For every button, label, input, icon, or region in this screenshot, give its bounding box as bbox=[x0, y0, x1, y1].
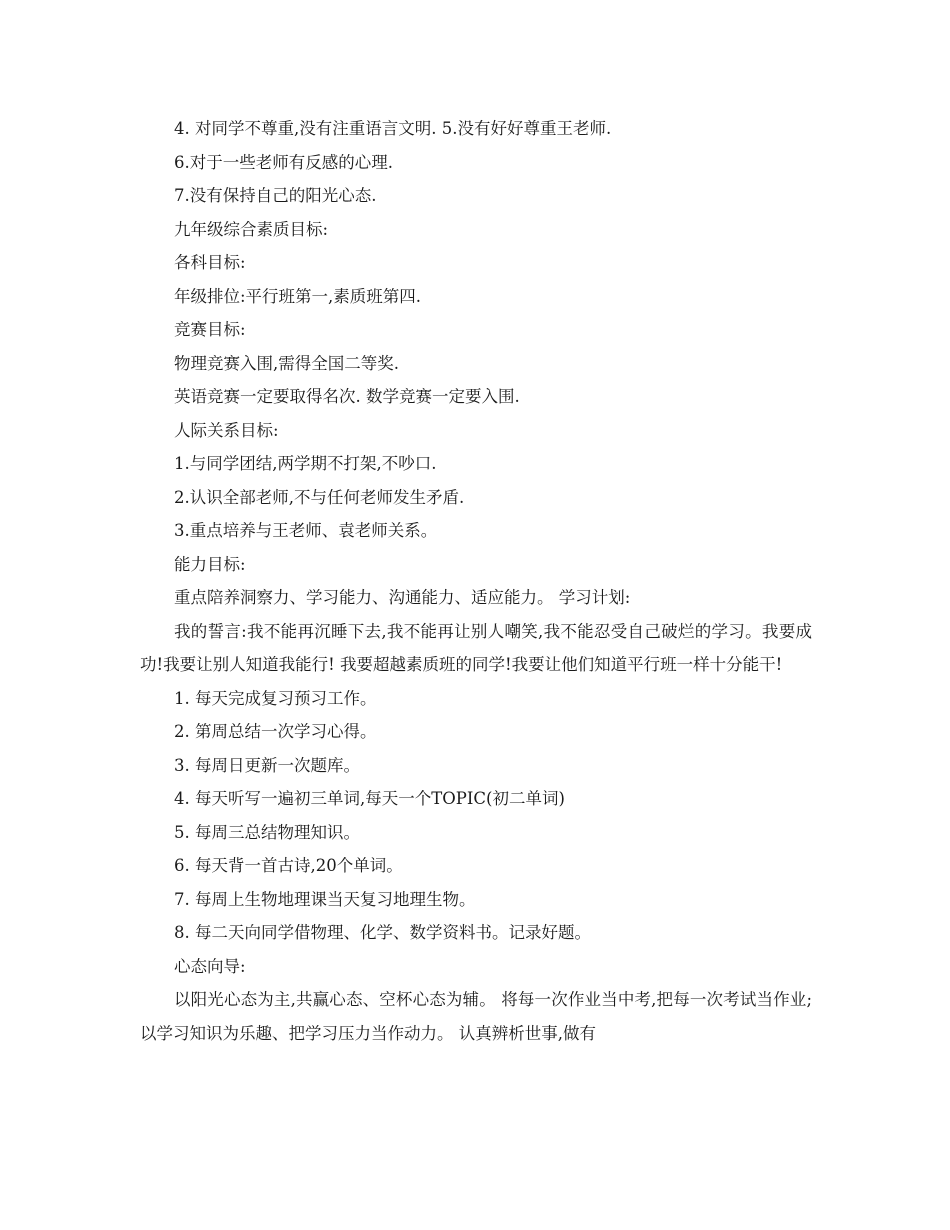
section-heading: 九年级综合素质目标: bbox=[174, 219, 329, 239]
mindset-paragraph: 以阳光心态为主,共赢心态、空杯心态为辅。 将每一次作业当中考,把每一次考试当作业;以学习知识为乐趣、把学习压力当作动力。 认真辨析世事,做有 bbox=[140, 990, 812, 1043]
section-heading: 心态向导: bbox=[174, 956, 246, 976]
document-body bbox=[140, 112, 812, 1050]
text-line: 年级排位:平行班第一,素质班第四. bbox=[174, 286, 422, 306]
plan-item: 2. 第周总结一次学习心得。 bbox=[174, 722, 377, 741]
text-line: 7.没有保持自己的阳光心态. bbox=[174, 186, 377, 205]
plan-item: 1. 每天完成复习预习工作。 bbox=[174, 688, 377, 708]
text-line: 4. 对同学不尊重,没有注重语言文明. 5.没有好好尊重王老师. bbox=[174, 119, 612, 138]
plan-item: 3. 每周日更新一次题库。 bbox=[174, 755, 360, 775]
text-line: 物理竞赛入围,需得全国二等奖. bbox=[174, 353, 399, 373]
text-line: 1.与同学团结,两学期不打架,不吵口. bbox=[174, 454, 437, 473]
section-heading: 竞赛目标: bbox=[174, 320, 246, 339]
plan-item: 4. 每天听写一遍初三单词,每天一个TOPIC(初二单词) bbox=[174, 789, 565, 808]
section-heading: 人际关系目标: bbox=[174, 420, 279, 440]
text-line: 2.认识全部老师,不与任何老师发生矛盾. bbox=[174, 487, 465, 507]
section-heading: 各科目标: bbox=[174, 253, 246, 272]
plan-item: 5. 每周三总结物理知识。 bbox=[174, 822, 360, 842]
text-line: 6.对于一些老师有反感的心理. bbox=[174, 152, 393, 172]
section-heading: 能力目标: bbox=[174, 554, 246, 574]
text-line: 英语竞赛一定要取得名次. 数学竞赛一定要入围. bbox=[174, 387, 520, 406]
plan-item: 8. 每二天向同学借物理、化学、数学资料书。记录好题。 bbox=[174, 923, 591, 942]
plan-item: 7. 每周上生物地理课当天复习地理生物。 bbox=[174, 889, 476, 909]
plan-item: 6. 每天背一首古诗,20个单词。 bbox=[174, 856, 403, 875]
oath-paragraph: 我的誓言:我不能再沉睡下去,我不能再让别人嘲笑,我不能忍受自己破烂的学习。我要成功!我要让别人知道我能行! 我要超越素质班的同学!我要让他们知道平行班一样十分能干! bbox=[140, 621, 812, 674]
text-line: 3.重点培养与王老师、袁老师关系。 bbox=[174, 521, 438, 540]
text-line: 重点陪养洞察力、学习能力、沟通能力、适应能力。 学习计划: bbox=[174, 588, 631, 607]
